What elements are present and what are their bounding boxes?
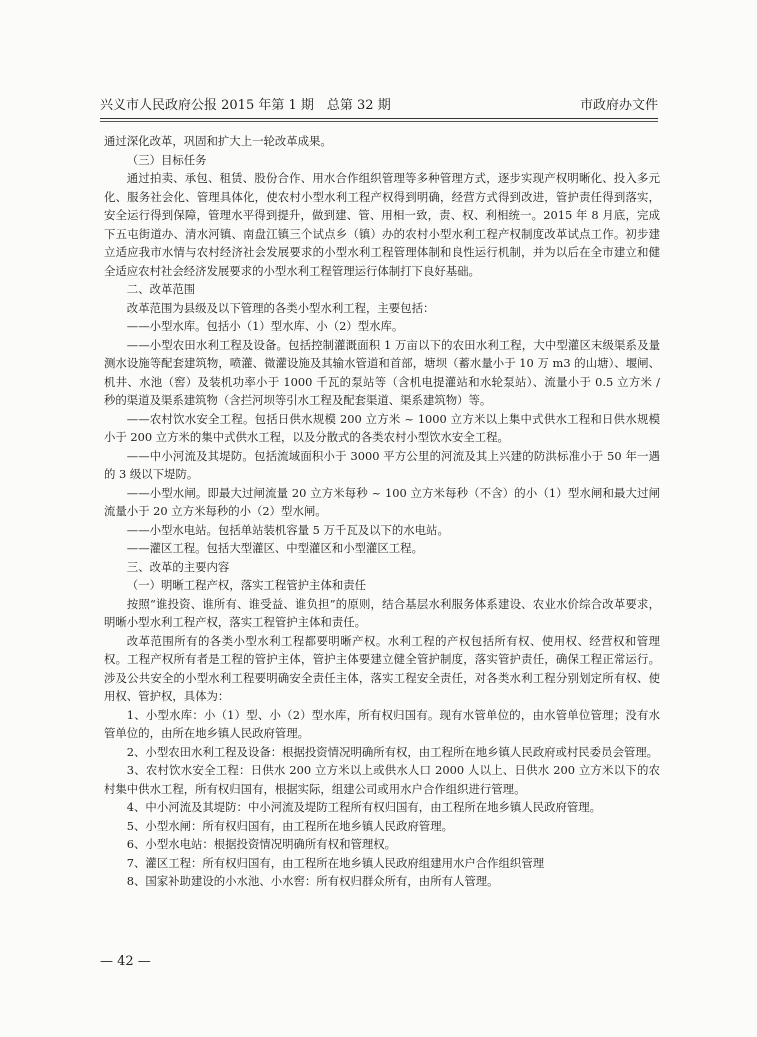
article-body — [104, 132, 660, 891]
paragraph: 按照“谁投资、谁所有、谁受益、谁负担”的原则，结合基层水利服务体系建设、农业水价综合改革要求，明晰小型水利工程产权，落实工程管护主体和责任。 — [104, 596, 660, 629]
page-number: — 42 — — [100, 954, 151, 969]
section-heading: 三、改革的主要内容 — [126, 559, 230, 574]
numbered-item: 1、小型水库：小（1）型、小（2）型水库，所有权归国有。现有水管单位的，由水管单位管理；没有水管单位的，由所在地乡镇人民政府管理。 — [104, 707, 660, 740]
list-item: ——小型水电站。包括单站装机容量 5 万千瓦及以下的水电站。 — [126, 522, 449, 537]
paragraph: 通过拍卖、承包、租赁、股份合作、用水合作组织管理等多种管理方式，逐步实现产权明晰化、投入多元化、服务社会化、管理具体化，使农村小型水利工程产权得到明确，经营方式得到改进，管护责任得到落实，安全运行得到保障，管理水平得到提升，做到建、管、用相一致，责、权、利相统一。2015 年 8 月底，完成下五屯街道办、清水河镇、南盘江镇三个试点乡（镇）办的农村小型水利工程产权制度改革试点工作。初步建立适应我市水情与农村经济社会发展要求的小型水利工程管理体制和良性运行机制，并为以后在全市建立和健全适应农村社会经济发展要求的小型水利工程管理运行体制打下良好基础。 — [104, 171, 660, 278]
paragraph: 通过深化改革，巩固和扩大上一轮改革成果。 — [104, 134, 332, 148]
numbered-item: 4、中小河流及其堤防：中小河流及堤防工程所有权归国有，由工程所在地乡镇人民政府管理。 — [126, 800, 602, 814]
section-heading: （三）目标任务 — [126, 152, 207, 167]
numbered-item: 8、国家补助建设的小水池、小水窖：所有权归群众所有，由所有人管理。 — [126, 874, 499, 888]
numbered-item: 3、农村饮水安全工程：日供水 200 立方米以上或供水人口 2000 人以上、日供水 200 立方米以下的农村集中供水工程，所有权归国有，根据实际，组建公司或用水户合作组织进行管理。 — [104, 763, 660, 796]
paragraph: 改革范围所有的各类小型水利工程都要明晰产权。水利工程的产权包括所有权、使用权、经营权和管理权。工程产权所有者是工程的管护主体，管护主体要建立健全管护制度，落实管护责任，确保工程正常运行。涉及公共安全的小型水利工程要明确安全责任主体，落实工程安全责任，对各类水利工程分别划定所有权、使用权、管护权，具体为： — [104, 633, 660, 703]
list-item: ——小型水闸。即最大过闸流量 20 立方米每秒 ~ 100 立方米每秒（不含）的小（1）型水闸和最大过闸流量小于 20 立方米每秒的小（2）型水闸。 — [104, 485, 660, 518]
subsection-heading: （一）明晰工程产权，落实工程管护主体和责任 — [126, 578, 367, 592]
list-item: ——小型水库。包括小（1）型水库、小（2）型水库。 — [126, 319, 404, 333]
list-item: ——中小河流及其堤防。包括流域面积小于 3000 平方公里的河流及其上兴建的防洪标准小于 50 年一遇的 3 级以下堤防。 — [104, 448, 660, 481]
numbered-item: 2、小型农田水利工程及设备：根据投资情况明确所有权，由工程所在地乡镇人民政府或村民委员会管理。 — [126, 744, 659, 759]
list-item: ——灌区工程。包括大型灌区、中型灌区和小型灌区工程。 — [126, 541, 423, 555]
list-item: ——农村饮水安全工程。包括日供水规模 200 立方米 ~ 1000 立方米以上集中式供水工程和日供水规模小于 200 立方米的集中式供水工程，以及分散式的各类农村小型饮水安全工程。 — [104, 411, 660, 444]
list-item: ——小型农田水利工程及设备。包括控制灌溉面积 1 万亩以下的农田水利工程，大中型灌区末级渠系及量测水设施等配套建筑物，喷灌、微灌设施及其输水管道和首部，塘坝（蓄水量小于 10 万 m3 的山塘）、堰闸、机井、水池（窖）及装机功率小于 1000 千瓦的泵站等（含机电提灌站和水轮泵站）、流量小于 0.5 立方米 / 秒的渠道及渠系建筑物（含拦河坝等引水工程及配套渠道、渠系建筑物）等。 — [104, 337, 660, 407]
numbered-item: 6、小型水电站：根据投资情况明确所有权和管理权。 — [126, 837, 397, 851]
header-rule-thick — [100, 118, 658, 119]
header-publication-title: 兴义市人民政府公报 2015 年第 1 期 总第 32 期 — [100, 98, 391, 113]
section-heading: 二、改革范围 — [126, 282, 196, 296]
running-header — [100, 95, 658, 117]
numbered-item: 5、小型水闸：所有权归国有，由工程所在地乡镇人民政府管理。 — [126, 818, 453, 833]
numbered-item: 7、灌区工程：所有权归国有，由工程所在地乡镇人民政府组建用水户合作组织管理 — [126, 855, 545, 870]
header-section-title: 市政府办文件 — [579, 98, 658, 113]
paragraph: 改革范围为县级及以下管理的各类小型水利工程，主要包括： — [126, 300, 435, 315]
header-rule-thin — [100, 121, 658, 122]
